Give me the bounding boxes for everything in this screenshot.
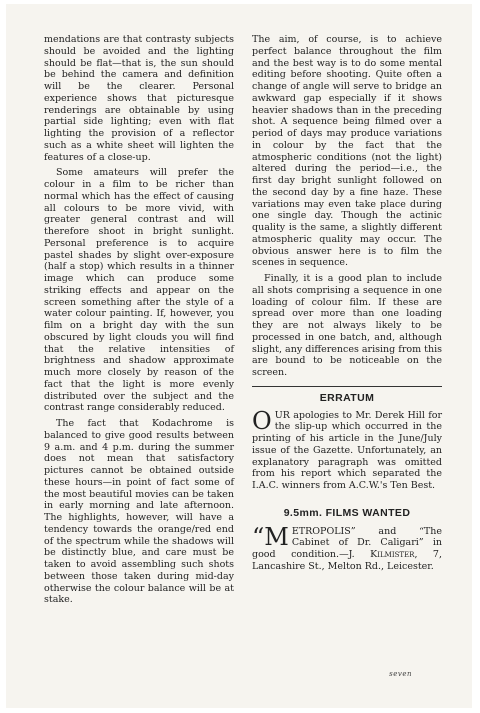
films-wanted-dropcap: “M xyxy=(252,522,289,551)
erratum-text-block xyxy=(252,406,442,492)
article-paragraph: mendations are that contrasty subjects should be avoided and the lighting should be flat—that is, the sun should be behind the camera and definition will be the clearer. Personal experience shows that picturesque renderings are obtainable by using partial side lighting; even with flat lighting the provision of a reflector such as a white sheet will lighten the features of a close-up. xyxy=(44,34,234,163)
advertiser-name: Kilmister xyxy=(370,549,415,560)
films-wanted-text: ETROPOLIS” and “The Cabinet of Dr. Caligari” in good condition.—J. xyxy=(252,525,442,560)
erratum-section xyxy=(252,393,442,492)
left-column xyxy=(44,34,234,606)
films-wanted-heading: 9.5mm. FILMS WANTED xyxy=(283,506,411,519)
erratum-dropcap: O xyxy=(252,406,272,435)
magazine-page xyxy=(6,4,472,708)
advertiser-address: , 7, Lancashire St., Melton Rd., Leicester. xyxy=(252,549,442,572)
page-number: seven xyxy=(389,670,412,678)
films-wanted-text-block xyxy=(252,522,442,573)
article-paragraph: Some amateurs will prefer the colour in a film to be richer than normal which has the effect of causing all colours to be more vivid, with greater general contrast and will therefore shoot in bright sunlight. Personal preference is to acquire pastel shades by slight over-exposure (half a stop) which results in a thinner image which can produce some striking effects and appear on the screen something after the style of a water colour painting. If, however, you film on a bright day with the sun obscured by light clouds you will find that the relative intensities of brightness and shadow approximate much more closely by reason of the fact that the light is more evenly distributed over the subject and the contrast range considerably reduced. xyxy=(44,167,234,414)
section-divider xyxy=(252,386,442,387)
erratum-text: UR apologies to Mr. Derek Hill for the slip-up which occurred in the printing of his article in the June/July issue of the Gazette. Unfortunately, an explanatory paragraph was omitted from his report which separated the I.A.C. winners from A.C.W.'s Ten Best. xyxy=(252,409,442,491)
films-wanted-section xyxy=(252,508,442,573)
article-paragraph: The fact that Kodachrome is balanced to give good results between 9 a.m. and 4 p.m. during the summer does not mean that satisfactory pictures cannot be obtained outside these hours—in point of fact some of the most beautiful movies can be taken in early morning and late afternoon. The highlights, however, will have a tendency towards the orange/red end of the spectrum while the shadows will be distinctly blue, and care must be taken to avoid assembling such shots between those taken during mid-day otherwise the colour balance will be at stake. xyxy=(44,418,234,606)
article-paragraph: The aim, of course, is to achieve perfect balance throughout the film and the best way is to do some mental editing before shooting. Quite often a change of angle will serve to bridge an awkward gap especially if it shows heavier shadows than in the preceding shot. A sequence being filmed over a period of days may produce variations in colour by the fact that the atmospheric conditions (not the light) altered during the period—i.e., the first day bright sunlight followed on the second day by a fine haze. These variations may even take place during one single day. Though the actinic quality is the same, a slightly different atmospheric quality may occur. The obvious answer here is to film the scenes in sequence. xyxy=(252,34,442,269)
erratum-heading: ERRATUM xyxy=(319,391,375,404)
article-paragraph: Finally, it is a good plan to include all shots comprising a sequence in one loading of colour film. If these are spread over more than one loading they are not always likely to be processed in one batch, and, although slight, any differences arising from this are bound to be noticeable on the screen. xyxy=(252,273,442,378)
right-column xyxy=(252,34,442,573)
